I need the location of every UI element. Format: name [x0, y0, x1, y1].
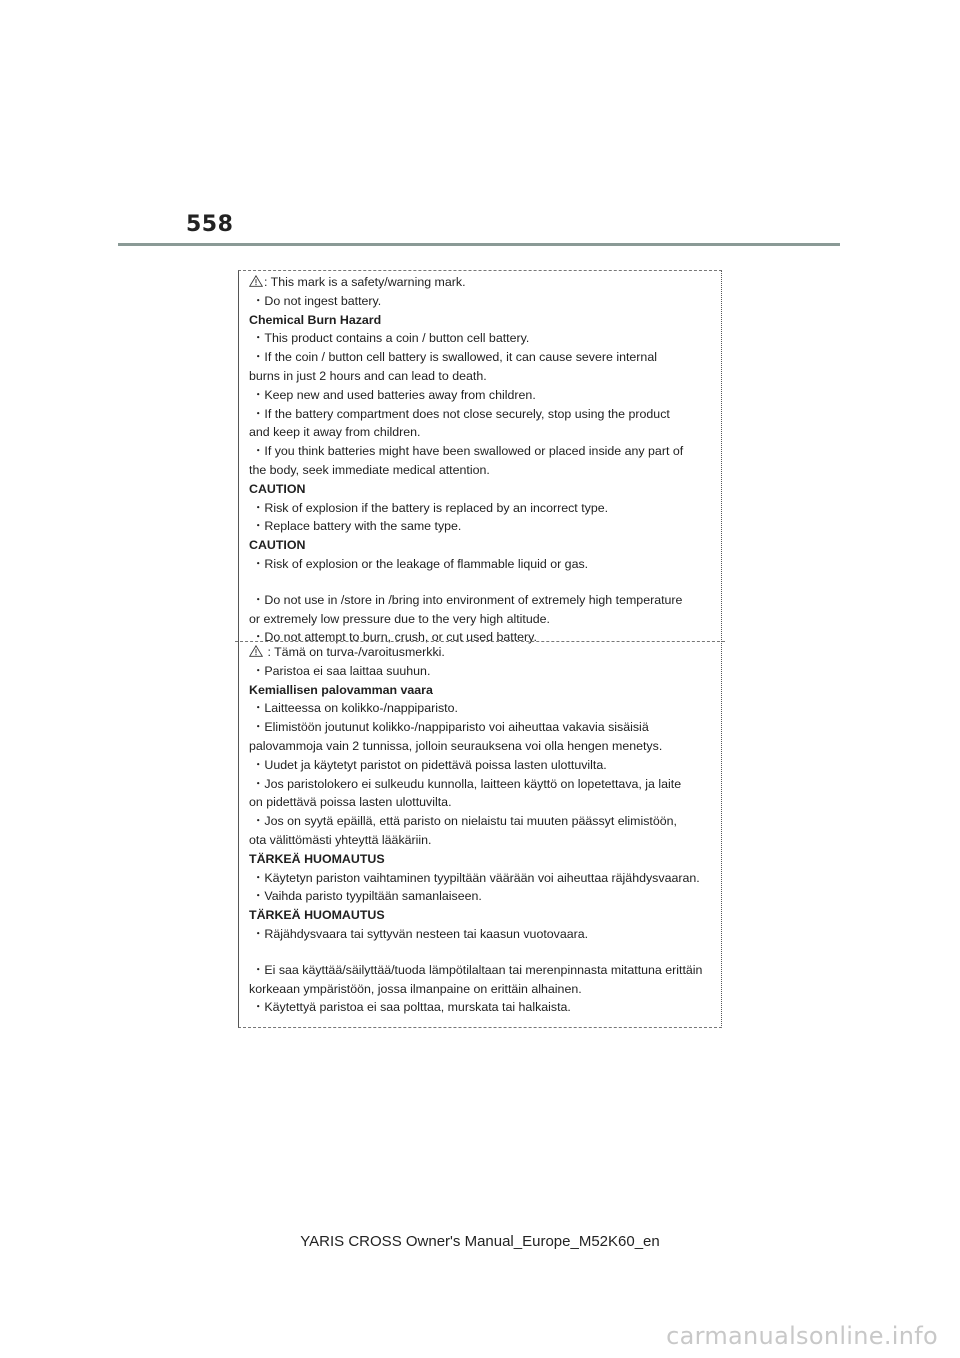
section-heading: CAUTION [249, 538, 306, 553]
text-line: burns in just 2 hours and can lead to death. [249, 368, 487, 383]
paragraph-gap [249, 944, 717, 961]
text-line: ・Käytettyä paristoa ei saa polttaa, murskata tai halkaista. [252, 1000, 571, 1015]
section-heading: Chemical Burn Hazard [249, 312, 382, 327]
warning-mark-text: : This mark is a safety/warning mark. [264, 275, 466, 289]
text-line: ・Jos paristolokero ei sulkeudu kunnolla, laitteen käyttö on lopetettava, ja laite [252, 776, 682, 791]
text-line: ・Do not use in /store in /bring into environment of extremely high temperature [252, 592, 683, 607]
text-line: ・Käytetyn pariston vaihtaminen tyypiltään väärään voi aiheuttaa räjähdysvaaran. [252, 870, 700, 885]
text-line: ・Vaihda paristo tyypiltään samanlaiseen. [252, 889, 482, 904]
text-line: ・If the coin / button cell battery is swallowed, it can cause severe internal [252, 350, 657, 365]
text-line: ・Keep new and used batteries away from children. [252, 387, 536, 402]
language-divider [235, 641, 725, 642]
text-line: ・Jos on syytä epäillä, että paristo on nielaistu tai muuten päässyt elimistöön, [252, 814, 677, 829]
text-line: ・Risk of explosion or the leakage of flammable liquid or gas. [252, 556, 589, 571]
text-line: the body, seek immediate medical attention. [249, 462, 490, 477]
text-line: ・This product contains a coin / button cell battery. [252, 331, 530, 346]
watermark: carmanualsonline.info [666, 1322, 938, 1350]
section-heading: TÄRKEÄ HUOMAUTUS [249, 851, 385, 866]
text-line: ・If the battery compartment does not close securely, stop using the product [252, 406, 670, 421]
section-heading: Kemiallisen palovamman vaara [249, 682, 433, 697]
text-line: on pidettävä poissa lasten ulottuvilta. [249, 795, 452, 810]
warning-triangle-icon [249, 275, 263, 287]
text-line: ・Do not attempt to burn, crush, or cut used battery. [252, 630, 537, 645]
warning-mark-line [249, 643, 717, 662]
warning-mark-text: : Tämä on turva-/varoitusmerkki. [264, 645, 445, 659]
paragraph-gap [249, 574, 717, 591]
warning-triangle-icon [249, 645, 263, 657]
page-number: 558 [186, 212, 234, 237]
text-line: ・If you think batteries might have been swallowed or placed inside any part of [252, 444, 684, 459]
text-line: ・Do not ingest battery. [252, 293, 382, 308]
text-line: ・Räjähdysvaara tai syttyvän nesteen tai kaasun vuotovaara. [252, 926, 589, 941]
text-line: korkeaan ympäristöön, jossa ilmanpaine on erittäin alhainen. [249, 981, 582, 996]
battery-warning-notice [238, 270, 722, 1028]
english-warning-block [249, 273, 717, 647]
finnish-warning-block [249, 643, 717, 1017]
text-line: ・Uudet ja käytetyt paristot on pidettävä poissa lasten ulottuvilta. [252, 757, 607, 772]
text-line: ・Replace battery with the same type. [252, 519, 462, 534]
text-line: palovammoja vain 2 tunnissa, jolloin seurauksena voi olla hengen menetys. [249, 738, 663, 753]
text-line: ・Elimistöön joutunut kolikko-/nappiparisto voi aiheuttaa vakavia sisäisiä [252, 720, 649, 735]
text-line: ・Paristoa ei saa laittaa suuhun. [252, 663, 431, 678]
finnish-text-lines [249, 662, 717, 1017]
warning-mark-line [249, 273, 717, 292]
header-rule [118, 243, 840, 246]
section-heading: CAUTION [249, 481, 306, 496]
text-line: ota välittömästi yhteyttä lääkäriin. [249, 832, 432, 847]
footer-manual-title: YARIS CROSS Owner's Manual_Europe_M52K60_en [300, 1233, 660, 1250]
text-line: and keep it away from children. [249, 425, 421, 440]
section-heading: TÄRKEÄ HUOMAUTUS [249, 908, 385, 923]
text-line: ・Risk of explosion if the battery is replaced by an incorrect type. [252, 500, 609, 515]
text-line: ・Ei saa käyttää/säilyttää/tuoda lämpötilaltaan tai merenpinnasta mitattuna erittäin [252, 962, 703, 977]
text-line: ・Laitteessa on kolikko-/nappiparisto. [252, 701, 458, 716]
english-text-lines [249, 292, 717, 647]
text-line: or extremely low pressure due to the very high altitude. [249, 611, 550, 626]
